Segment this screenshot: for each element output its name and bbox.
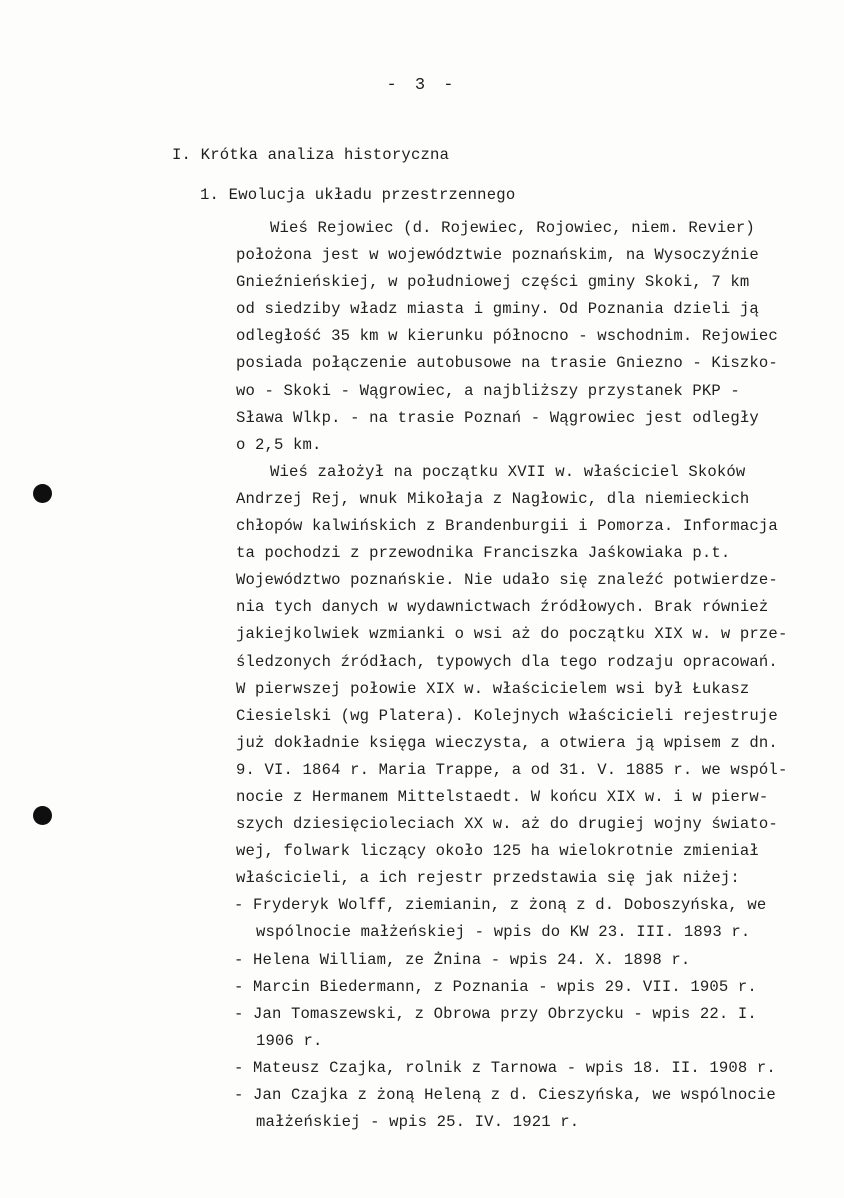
text-line: wo - Skoki - Wągrowiec, a najbliższy przystanek PKP - <box>236 381 740 400</box>
text-line: jakiejkolwiek wzmianki o wsi aż do początku XIX w. w prze- <box>236 625 788 644</box>
text-line: Sława Wlkp. - na trasie Poznań - Wągrowiec jest odległy <box>236 408 759 427</box>
text-line: wej, folwark liczący około 125 ha wielokrotnie zmieniał <box>236 842 759 861</box>
text-line: Ciesielski (wg Platera). Kolejnych właścicieli rejestruje <box>236 706 778 725</box>
page-number: - 3 - <box>386 76 458 95</box>
text-line: nia tych danych w wydawnictwach źródłowych. Brak również <box>236 598 769 617</box>
list-item: - Fryderyk Wolff, ziemianin, z żoną z d. Doboszyńska, we <box>234 896 767 915</box>
text-line: już dokładnie księga wieczysta, a otwiera ją wpisem z dn. <box>236 733 778 752</box>
text-line: właścicieli, a ich rejestr przedstawia się jak niżej: <box>236 869 740 888</box>
body-text <box>236 215 787 1136</box>
text-line: szych dziesięcioleciach XX w. aż do drugiej wojny świato- <box>236 815 778 834</box>
list-item-continuation: 1906 r. <box>256 1031 323 1050</box>
text-line: od siedziby władz miasta i gminy. Od Poznania dzieli ją <box>236 300 759 319</box>
binder-hole-bottom <box>33 806 52 825</box>
text-line: ta pochodzi z przewodnika Franciszka Jaśkowiaka p.t. <box>236 544 731 563</box>
text-line: W pierwszej połowie XIX w. właścicielem wsi był Łukasz <box>236 679 750 698</box>
list-item: - Jan Czajka z żoną Heleną z d. Cieszyńska, we wspólnocie <box>234 1086 776 1104</box>
text-line: o 2,5 km. <box>236 435 322 454</box>
text-line: nocie z Hermanem Mittelstaedt. W końcu XIX w. i w pierw- <box>236 787 769 806</box>
text-line: posiada połączenie autobusowe na trasie Gniezno - Kiszko- <box>236 354 778 373</box>
list-item-continuation: małżeńskiej - wpis 25. IV. 1921 r. <box>256 1113 580 1132</box>
binder-hole-top <box>33 484 52 503</box>
list-item: - Jan Tomaszewski, z Obrowa przy Obrzycku - wpis 22. I. <box>234 1004 757 1023</box>
text-line: Wieś Rejowiec (d. Rojewiec, Rojowiec, niem. Revier) <box>270 219 755 237</box>
text-line: Andrzej Rej, wnuk Mikołaja z Nagłowic, dla niemieckich <box>236 489 750 508</box>
section-heading: I. Krótka analiza historyczna <box>172 146 450 164</box>
list-item-continuation: wspólnocie małżeńskiej - wpis do KW 23. III. 1893 r. <box>256 923 751 942</box>
text-line: położona jest w województwie poznańskim, na Wysoczyźnie <box>236 246 759 265</box>
text-line: Województwo poznańskie. Nie udało się znaleźć potwierdze- <box>236 571 778 590</box>
list-item: - Helena William, ze Żnina - wpis 24. X. 1898 r. <box>234 950 691 969</box>
text-line: 9. VI. 1864 r. Maria Trappe, a od 31. V. 1885 r. we wspól- <box>236 760 788 779</box>
text-line: śledzonych źródłach, typowych dla tego rodzaju opracowań. <box>236 652 778 671</box>
list-item: - Marcin Biedermann, z Poznania - wpis 29. VII. 1905 r. <box>234 977 757 996</box>
text-line: Gnieźnieńskiej, w południowej części gminy Skoki, 7 km <box>236 273 750 292</box>
text-line: odległość 35 km w kierunku północno - wschodnim. Rejowiec <box>236 327 778 346</box>
list-item: - Mateusz Czajka, rolnik z Tarnowa - wpis 18. II. 1908 r. <box>234 1058 776 1077</box>
text-line: chłopów kalwińskich z Brandenburgii i Pomorza. Informacja <box>236 517 778 536</box>
text-line: Wieś założył na początku XVII w. właściciel Skoków <box>270 462 746 481</box>
subsection-heading: 1. Ewolucja układu przestrzennego <box>200 186 516 204</box>
